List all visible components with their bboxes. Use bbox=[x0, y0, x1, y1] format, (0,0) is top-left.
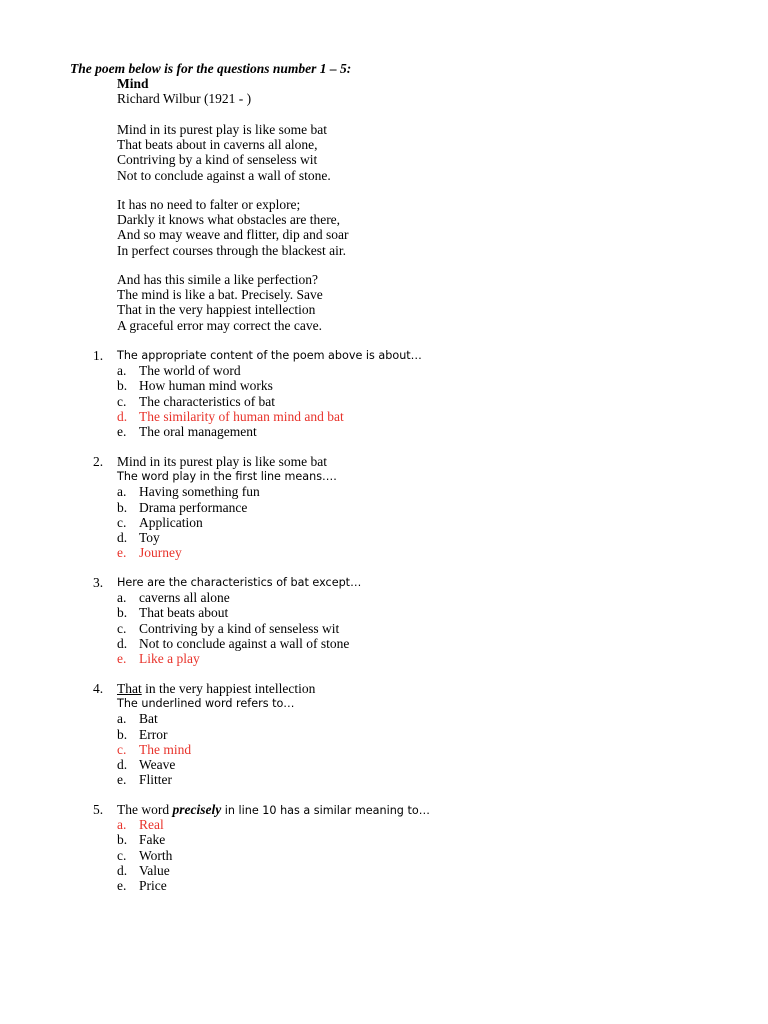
poem-stanza-1 bbox=[117, 122, 331, 183]
document-page: The poem below is for the questions number 1 – 5: Mind Richard Wilbur (1921 - ) Mind in its purest play is like some bat That beats about in caverns all alone, Contriving by a kind of senseless wit Not to conclude against a wall of stone. It has no need to falter or explore; Darkly it knows what obstacles are there, And so may weave and flitter, dip and soar In perfect courses through the blackest air. And has this simile a like perfection? The mind is like a bat. Precisely. Save That in the very happiest intellection A graceful error may correct the cave. 1. The appropriate content of the poem above is about… a. The world of word b. How human mind works c. The characteristics of bat d. The similarity of human mind and bat e. The oral management 2. Mind in its purest play is like some bat The word play in the first line means…. a. Having something fun b. Drama performance c. Application d. Toy e. Journey 3. Here are the characteristics of bat except… a. caverns all alone b. That beats about c. Contriving by a kind of senseless wit d. Not to conclude against a wall of stone e. Like a play 4. That in the very happiest intellection The underlined word refers to… a. Bat b. Error c. The mind d. Weave e. Flitter 5. The word precisely in line 10 has a similar meaning to… a. Real b. Fake c. Worth d. Value e. Price bbox=[70, 61, 430, 893]
poem-line: Darkly it knows what obstacles are there, bbox=[117, 212, 341, 228]
poem-line: That in the very happiest intellection bbox=[117, 302, 316, 318]
emphasized-word: precisely bbox=[172, 802, 222, 817]
poem-line: And has this simile a like perfection? bbox=[117, 272, 318, 287]
poem-line: Not to conclude against a wall of stone. bbox=[117, 167, 331, 183]
poem-line: Mind in its purest play is like some bat bbox=[117, 122, 327, 137]
question-number: 5. bbox=[93, 802, 104, 817]
question-number: 4. bbox=[93, 681, 104, 696]
question-number: 1. bbox=[93, 348, 104, 363]
poem-line: Contriving by a kind of senseless wit bbox=[117, 152, 318, 168]
question-prompt: The appropriate content of the poem above is about… bbox=[117, 349, 422, 362]
underlined-word: That bbox=[117, 681, 142, 696]
poem-line: That beats about in caverns all alone, bbox=[117, 137, 318, 153]
poem-line: And so may weave and flitter, dip and soar bbox=[117, 227, 349, 243]
poem-line: The mind is like a bat. Precisely. Save bbox=[117, 287, 323, 303]
poem-line: It has no need to falter or explore; bbox=[117, 197, 301, 212]
question-number: 2. bbox=[93, 454, 104, 469]
question-prompt: Here are the characteristics of bat except… bbox=[117, 576, 362, 589]
poem-title: Mind bbox=[117, 76, 149, 91]
question-number: 3. bbox=[93, 575, 104, 590]
poem-line: A graceful error may correct the cave. bbox=[117, 317, 323, 333]
question-prompt: The word precisely in line 10 has a similar meaning to… bbox=[117, 802, 430, 817]
poem-line: In perfect courses through the blackest air. bbox=[117, 242, 347, 258]
poem-header bbox=[117, 76, 251, 106]
poem-stanza-3 bbox=[117, 272, 323, 333]
question-prompt: That in the very happiest intellection bbox=[117, 681, 316, 696]
question-prompt: Mind in its purest play is like some bat bbox=[117, 454, 327, 469]
question-prompt-line2: The underlined word refers to… bbox=[117, 697, 295, 711]
poem-author: Richard Wilbur (1921 - ) bbox=[117, 91, 252, 107]
intro-heading: The poem below is for the questions number 1 – 5: bbox=[70, 61, 352, 76]
poem-stanza-2 bbox=[117, 197, 349, 258]
question-prompt-line2: The word play in the first line means…. bbox=[117, 470, 337, 484]
